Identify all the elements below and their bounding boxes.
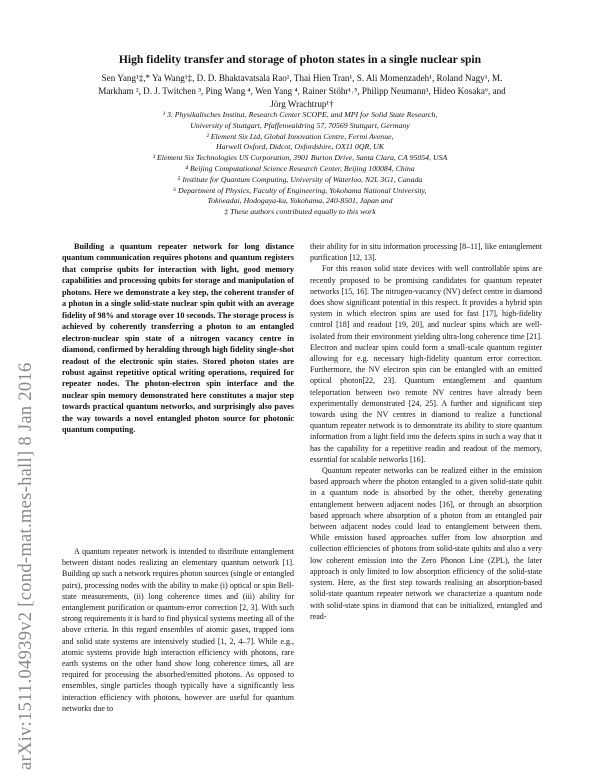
intro-paragraph: A quantum repeater network is intended to distribute entanglement between distant nodes realizing an elementary quantum network [1]. Building up such a network requires photon sources (single or entangled pairs), processing nodes with the ability to make (i) optical or spin Bell-state measurements, (ii) long coherence times and (iii) ability for entanglement purification or quantum-error correction [2, 3]. With such strong requirements it is hard to find physical systems meeting all of the above criteria. In this regard ensembles of atomic gases, trapped ions and solid state systems are intensively studied [1, 2, 4–7]. While e.g., atomic systems provide high interaction efficiency with photons, rare earth systems on the other hand show long coherence times, all are required for processing the absorbed/emitted photons. As opposed to ensembles, single particles though typically have a significantly less interaction efficiency with photons, however are useful for quantum networks due to xyxy=(62,547,294,713)
affiliation-line: ¹ 3. Physikalisches Institut, Research Center SCOPE, and MPI for Solid State Research, xyxy=(162,110,438,119)
affiliation-line: University of Stuttgart, Pfaffenwaldring 57, 70569 Stuttgart, Germany xyxy=(190,120,410,130)
right-paragraph: For this reason solid state devices with well controllable spins are recently proposed to be promising candidates for quantum repeater networks [15, 16]. The nitrogen-vacancy (NV) defect centre in diamond does show significant potential in this respect. It provides a hybrid spin system in which electron spins are used for fast [17], high-fidelity control [18] and readout [19, 20], and nuclear spins which are well-isolated from their environment yielding ultra-long coherence time [21]. Electron and nuclear spins could form a small-scale quantum register allowing for e.g. necessary high-fidelity quantum error correction. Furthermore, the NV electron spin can be entangled with an emitted optical photon[22, 23]. Quantum entanglement and quantum teleportation between two remote NV centres have already been experimentally demonstrated [24, 25]. A further and significant step towards using the NV centres in diamond to realize a functional quantum repeater network is to demonstrate its ability to store quantum information from a light field into the defects spins in such a way that it has the capability for a repetitive readin and readout of the memory, essential for scalable networks [16]. xyxy=(310,264,542,464)
affiliation-line: ‡ These authors contributed equally to this work xyxy=(224,207,376,217)
affiliation-line: Harwell Oxford, Didcot, Oxfordshire, OX11 0QR, UK xyxy=(216,142,384,152)
arxiv-identifier: arXiv:1511.04939v2 [cond-mat.mes-hall] 8 Jan 2016 xyxy=(16,362,36,770)
arxiv-identifier-stamp xyxy=(4,300,36,770)
affiliation-line: Tokiwadai, Hodogaya-ku, Yokohama, 240-8501, Japan and xyxy=(207,196,393,206)
affiliation-line: ⁵ Institute for Quantum Computing, University of Waterloo, N2L 3G1, Canada xyxy=(177,174,423,184)
affiliation-line: ² Element Six Ltd, Global Innovation Centre, Fermi Avenue, xyxy=(206,131,394,141)
affiliation-line: ⁶ Department of Physics, Faculty of Engineering, Yokohama National University, xyxy=(173,185,427,195)
right-paragraph-continued: their ability for in situ information processing [8–11], like entanglement purification [12, 13]. xyxy=(310,242,542,263)
author-list: Sen Yang¹‡,* Ya Wang¹‡, D. D. Bhaktavatsala Rao¹, Thai Hien Tran¹, S. Ali Momenzadeh¹, Roland Nagy¹, M. Markham ², D. J. Twitchen ³, Ping Wang ⁴, Wen Yang ⁴, Rainer Stöhr¹˒⁵, Philipp Neumann¹, Hideo Kosaka⁶, and Jörg Wrachtrup¹† xyxy=(98,73,506,109)
affiliation-line: ⁴ Beijing Computational Science Research Center, Beijing 100084, China xyxy=(185,163,415,173)
introduction-left-column xyxy=(62,546,294,714)
affiliations xyxy=(70,110,530,218)
abstract xyxy=(62,241,294,436)
affiliation-line: ³ Element Six Technologies US Corporation, 3901 Burton Drive, Santa Clara, CA 95054, USA xyxy=(152,153,448,163)
right-column xyxy=(310,241,542,622)
right-paragraph: Quantum repeater networks can be realized either in the emission based approach where the photon entangled to a given solid-state qubit in a quantum node is absorbed by the other, thereby generating entanglement between adjacent nodes [16], or through an absorption based approach where absorption of a photon from an entangled pair between adjacent nodes could lead to entanglement between them. While emission based approaches suffer from low absorption and collection efficiencies of photons from solid-state qubits and also a very low coherent emission into the Zero Phonon Line (ZPL), the later approach is only limited to low absorption efficiency of the solid-state system. Here, as the first step towards realising an absorption-based solid-state quantum repeater network we characterize a quantum node with solid-state spins in diamond that can be initialized, entangled and read- xyxy=(310,466,542,621)
abstract-text: Building a quantum repeater network for long distance quantum communication requires photons and quantum registers that comprise qubits for interaction with light, good memory capabilities and processing qubits for storage and manipulation of photons. Here we demonstrate a key step, the coherent transfer of a photon in a single solid-state nuclear spin qubit with an average fidelity of 98% and storage over 10 seconds. The storage process is achieved by coherently transferring a photon to an entangled electron-nuclear spin state of a nitrogen vacancy centre in diamond, confirmed by heralding through high fidelity single-shot readout of the electronic spin states. Stored photon states are robust against repetitive optical writing operations, required for repeater nodes. The photon-electron spin interface and the nuclear spin memory demonstrated here constitutes a major step towards practical quantum networks, and surprisingly also paves the way towards a novel entangled photon source for photonic quantum computing. xyxy=(62,242,294,435)
paper-title: High fidelity transfer and storage of photon states in a single nuclear spin xyxy=(118,53,482,66)
